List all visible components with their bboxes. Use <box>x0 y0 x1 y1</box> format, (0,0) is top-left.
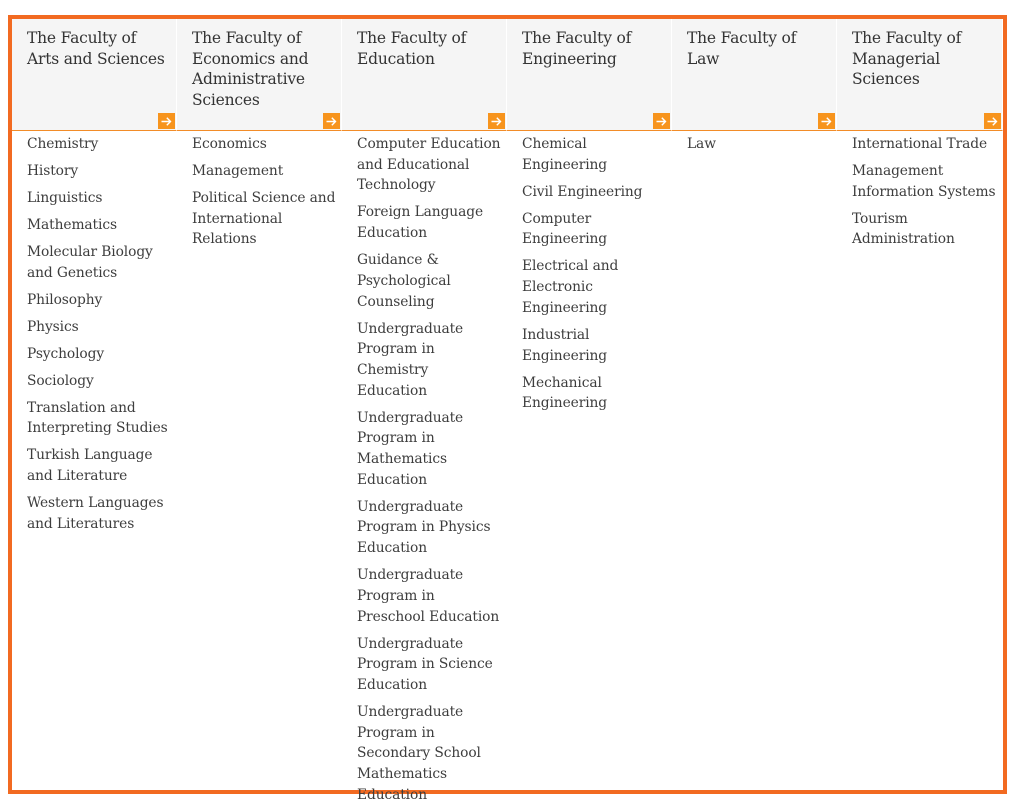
faculty-header[interactable] <box>672 19 837 131</box>
department-link[interactable]: Undergraduate Program in Mathematics Education <box>357 409 464 488</box>
department-link[interactable]: Tourism Administration <box>852 210 955 248</box>
department-link[interactable]: Guidance & Psychological Counseling <box>357 252 451 310</box>
department-link[interactable]: Civil Engineering <box>522 183 643 200</box>
department-link[interactable]: Physics <box>27 318 79 335</box>
department-list <box>177 131 342 250</box>
faculty-column-3 <box>342 19 507 803</box>
faculty-title[interactable]: The Faculty of Education <box>357 29 467 68</box>
faculty-header[interactable] <box>507 19 672 131</box>
department-link[interactable]: Political Science and International Relations <box>192 190 336 248</box>
faculty-header[interactable] <box>12 19 177 131</box>
department-link[interactable]: Psychology <box>27 345 105 362</box>
department-link[interactable]: History <box>27 163 79 179</box>
faculty-column-2 <box>177 19 342 790</box>
arrow-right-icon[interactable] <box>984 113 1001 129</box>
department-link[interactable]: Computer Engineering <box>522 210 608 248</box>
department-link[interactable]: Undergraduate Program in Secondary School Mathematics Education <box>357 703 481 803</box>
department-list <box>837 131 1003 250</box>
department-link[interactable]: International Trade <box>852 136 988 152</box>
department-link[interactable]: Economics <box>192 136 267 152</box>
faculties-panel <box>8 15 1007 803</box>
department-link[interactable]: Undergraduate Program in Preschool Education <box>357 567 500 625</box>
department-list <box>342 131 507 805</box>
department-link[interactable]: Foreign Language Education <box>357 204 484 242</box>
faculty-column-4 <box>507 19 672 790</box>
department-link[interactable]: Undergraduate Program in Chemistry Education <box>357 320 464 399</box>
department-list <box>672 131 837 155</box>
faculty-column-6 <box>837 19 1003 790</box>
faculty-title[interactable]: The Faculty of Law <box>687 29 797 68</box>
department-list <box>12 131 177 535</box>
department-link[interactable]: Management Information Systems <box>852 163 996 200</box>
arrow-right-icon[interactable] <box>488 113 505 129</box>
department-link[interactable]: Mathematics <box>27 217 117 233</box>
faculty-column-1 <box>12 19 177 790</box>
faculty-header[interactable] <box>837 19 1003 131</box>
department-link[interactable]: Sociology <box>27 372 94 389</box>
department-link[interactable]: Industrial Engineering <box>522 326 608 364</box>
department-link[interactable]: Translation and Interpreting Studies <box>27 399 168 437</box>
department-link[interactable]: Western Languages and Literatures <box>27 495 164 532</box>
faculty-title[interactable]: The Faculty of Economics and Administrative Sciences <box>192 29 309 110</box>
faculty-columns <box>12 19 1003 803</box>
department-link[interactable]: Molecular Biology and Genetics <box>27 244 153 281</box>
department-list <box>507 131 672 414</box>
faculty-column-5 <box>672 19 837 790</box>
department-link[interactable]: Undergraduate Program in Science Education <box>357 635 493 693</box>
department-link[interactable]: Philosophy <box>27 291 103 308</box>
arrow-right-icon[interactable] <box>653 113 670 129</box>
department-link[interactable]: Chemical Engineering <box>522 136 608 173</box>
arrow-right-icon[interactable] <box>158 113 175 129</box>
department-link[interactable]: Undergraduate Program in Physics Education <box>357 498 491 557</box>
faculty-header[interactable] <box>177 19 342 131</box>
department-link[interactable]: Management <box>192 163 284 179</box>
faculty-header[interactable] <box>342 19 507 131</box>
faculty-title[interactable]: The Faculty of Managerial Sciences <box>852 29 962 89</box>
department-link[interactable]: Computer Education and Educational Technology <box>357 136 501 194</box>
faculty-title[interactable]: The Faculty of Arts and Sciences <box>27 29 165 68</box>
arrow-right-icon[interactable] <box>818 113 835 129</box>
department-link[interactable]: Turkish Language and Literature <box>27 447 153 485</box>
department-link[interactable]: Law <box>687 136 716 152</box>
arrow-right-icon[interactable] <box>323 113 340 129</box>
department-link[interactable]: Electrical and Electronic Engineering <box>522 258 619 316</box>
department-link[interactable]: Linguistics <box>27 190 103 206</box>
faculty-title[interactable]: The Faculty of Engineering <box>522 29 632 68</box>
department-link[interactable]: Chemistry <box>27 136 99 152</box>
department-link[interactable]: Mechanical Engineering <box>522 374 608 412</box>
